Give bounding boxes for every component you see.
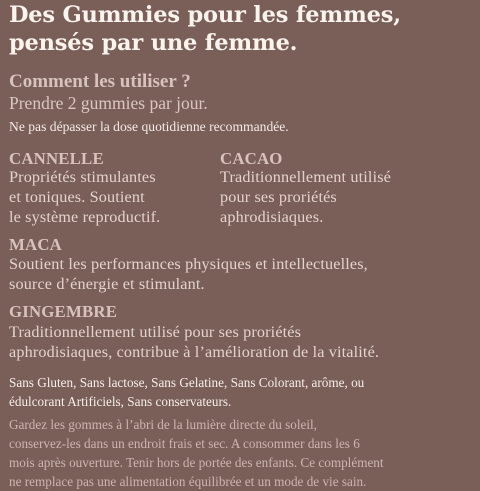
ingredient-cacao-name: CACAO <box>220 149 283 168</box>
ingredient-maca-description <box>9 254 368 294</box>
title-line-1: Des Gummies pour les femmes, <box>9 2 401 28</box>
title-line-2: pensés par une femme. <box>9 30 298 56</box>
ingredient-gingembre-line: aphrodisiaques, contribue à l’amélioration de la vitalité. <box>9 343 380 361</box>
ingredient-maca-name: MACA <box>9 235 62 254</box>
ingredient-cacao-description <box>220 167 391 227</box>
ingredient-cannelle-name: CANNELLE <box>9 149 104 168</box>
ingredient-cacao-line: aphrodisiaques. <box>220 208 324 226</box>
ingredient-cannelle-line: le système reproductif. <box>9 208 161 226</box>
ingredient-cannelle-line: et toniques. Soutient <box>9 188 145 206</box>
usage-warning: Ne pas dépasser la dose quotidienne recommandée. <box>9 119 289 134</box>
ingredient-maca-line: Soutient les performances physiques et intellectuelles, <box>9 255 368 273</box>
ingredient-maca-line: source d’énergie et stimulant. <box>9 275 205 293</box>
ingredient-gingembre-name: GINGEMBRE <box>9 302 118 321</box>
usage-dose: Prendre 2 gummies par jour. <box>9 93 208 113</box>
storage-line: mois après ouverture. Tenir hors de portée des enfants. Ce complément <box>9 455 384 470</box>
free-from-line: édulcorant Artificiels, Sans conservateurs. <box>9 394 232 409</box>
ingredient-cannelle-description <box>9 167 160 227</box>
storage-instructions <box>9 415 384 491</box>
ingredient-cacao-line: Traditionnellement utilisé <box>220 168 392 186</box>
ingredient-cacao-line: pour ses proriétés <box>220 188 337 206</box>
free-from-statement <box>9 373 364 411</box>
storage-line: Gardez les gommes à l’abri de la lumière directe du soleil, <box>9 417 317 432</box>
storage-line: conservez-les dans un endroit frais et sec. A consommer dans les 6 <box>9 436 360 451</box>
usage-heading: Comment les utiliser ? <box>9 71 191 92</box>
free-from-line: Sans Gluten, Sans lactose, Sans Gelatine, Sans Colorant, arôme, ou <box>9 375 365 390</box>
ingredient-gingembre-description <box>9 322 379 362</box>
storage-line: ne remplace pas une alimentation équilibrée et un mode de vie sain. <box>9 474 367 489</box>
ingredient-gingembre-line: Traditionnellement utilisé pour ses proriétés <box>9 323 302 341</box>
ingredient-cannelle-line: Propriétés stimulantes <box>9 168 156 186</box>
